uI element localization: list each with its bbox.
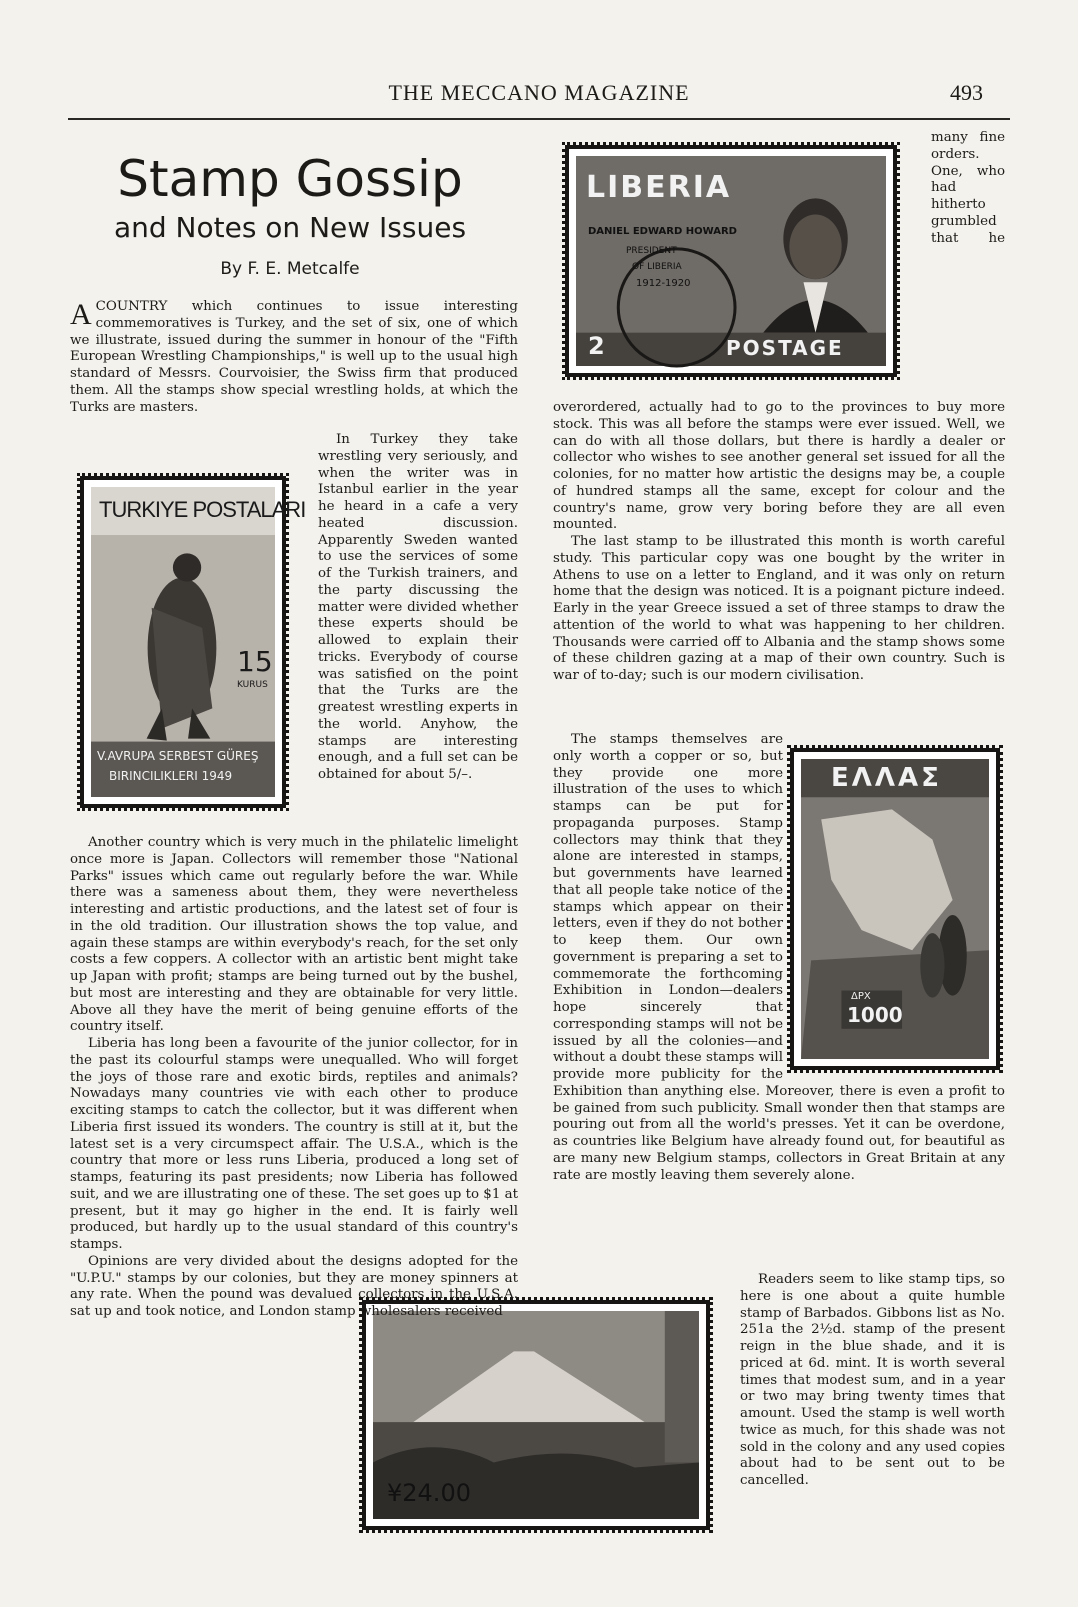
liberia-stamp-country: LIBERIA [586, 170, 732, 205]
column-2-mid [553, 732, 1005, 1272]
paragraph-japan: Another country which is very much in the philatelic limelight once more is Japan. Collectors will remember those "National Parks" issues which came out regularly before the war. While there was a sameness about them, they were nevertheless interesting and artistic productions, and the latest set of four is in the old tradition. Our illustration shows the top value, and again these stamps are within everybody's reach, for the set only costs a few coppers. A collector with an artistic bent might take up Japan with profit; stamps are being turned out by the bushel, but most are interesting and they are obtainable for very little. Above all they have the merit of being genuine efforts of the country itself. [70, 835, 518, 1035]
page-number: 493 [950, 80, 983, 105]
turkey-stamp-top-text: TURKIYE POSTALARI [99, 497, 306, 522]
liberia-stamp-of: OF LIBERIA [632, 262, 682, 272]
article-headline [70, 150, 510, 284]
column-1-bottom [70, 1274, 338, 1524]
turkey-stamp-unit: KURUS [237, 680, 268, 690]
paragraph-propaganda: The stamps themselves are only worth a copper or so, but they provide one more illustration of the uses to which stamps can be put for propaganda purposes. Stamp collectors may think that they alone are interested in stamps, but governments have learned that all people take notice of the stamps which appear on their letters, even if they do not bother to keep them. Our own government is preparing a set to commemorate the forthcoming Exhibition in London—dealers hope sincerely that corresponding stamps will not be issued by all the colonies—and without a doubt these stamps will provide more publicity for the Exhibition than anything else. Moreover, there is even a profit to be gained from such publicity. Small wonder then that stamps are pouring out from all the world's presses. Yet it can be overdone, as countries like Belgium have already found out, for beautiful as are many new Belgium stamps, collectors in Great Britain at any rate are mostly leaving them severely alone. [553, 732, 1005, 1183]
column-2-top [553, 130, 1005, 734]
drop-cap: A [70, 298, 92, 331]
greece-stamp-value: 1000 [847, 1003, 903, 1027]
paragraph-barbados: Readers seem to like stamp tips, so here is one about a quite humble stamp of Barbados. Gibbons list as No. 251a the 2½d. stamp of the present reign in the blue shade, and it is priced at 6d. mint. It is worth several times that modest sum, and in a year or two may bring twenty times that amount. Used the stamp is well worth twice as much, for this shade was not sold in the colony and any used copies about had to be sent out to be cancelled. [740, 1272, 1005, 1488]
paragraph-upu: Opinions are very divided about the designs adopted for the "U.P.U." stamps by our colonies, but they are money spinners at any rate. When the pound was devalued collectors in the U.S.A. sat up and took notice, and London stamp wholesalers received [70, 1253, 518, 1319]
liberia-stamp-years: 1912-1920 [636, 278, 691, 289]
japan-national-park-stamp [362, 1300, 710, 1530]
paragraph-orders: many fine orders. One, who had hitherto grumbled that he overordered, actually had to go to the provinces to buy more stock. This was all before the stamps were ever issued. Well, we can do with all those dollars, but there is hardly a dealer or collector who wishes to see another general set issued for all the colonies, for no matter how artistic the designs may be, a couple of hundred stamps all the same, except for colour and the country's name, grow very boring before they are all even mounted. [553, 130, 1005, 533]
column-1-wrap [70, 432, 518, 837]
paragraph-greece: The last stamp to be illustrated this month is worth careful study. This particular copy was one bought by the writer in Athens to use on a letter to England, and it was only on return home that the design was noticed. It is a poignant picture indeed. Early in the year Greece issued a set of three stamps to draw the attention of the world to what was happening to her children. Thousands were carried off to Albania and the stamp shows some of these children gazing at a map of their own country. Such is war of to-day; such is our modern civilisation. [553, 534, 1005, 683]
liberia-stamp-name: DANIEL EDWARD HOWARD [588, 226, 737, 237]
column-2-bottom [740, 1272, 1005, 1534]
greece-stamp-value-prefix: ΔΡΧ [851, 991, 871, 1002]
magazine-title: THE MECCANO MAGAZINE [388, 80, 690, 105]
turkey-stamp-bottom-line2: BIRINCILIKLERI 1949 [109, 769, 233, 783]
paragraph-turkey-wrestling: In Turkey they take wrestling very seriously, and when the writer was in Istanbul earlier in the year he heard in a cafe a very heated discussion. Apparently Sweden wanted to use the services of some of the Turkish trainers, and the party discussing the matter were divided whether these experts should be allowed to explain their tricks. Everybody of course was satisfied on the point that the Turks are the greatest wrestling experts in the world. Anyhow, the stamps are interesting enough, and a full set can be obtained for about 5/–. [318, 432, 518, 782]
article-title: Stamp Gossip [117, 150, 463, 208]
greece-stamp-country: ΕΛΛΑΣ [831, 763, 942, 793]
column-1-mid [70, 835, 518, 1319]
turkey-stamp-value: 15 [237, 645, 273, 678]
turkey-stamp-bottom-line1: V.AVRUPA SERBEST GÜREŞ [97, 749, 259, 763]
header-rule [68, 118, 1010, 120]
liberia-stamp-bottom-text: POSTAGE [726, 336, 844, 360]
article-byline: By F. E. Metcalfe [220, 259, 360, 279]
column-1-top [70, 299, 518, 449]
paragraph-liberia: Liberia has long been a favourite of the junior collector, for in the past its colourful stamps were unequalled. Who will forget the joys of those rare and exotic birds, reptiles and animals? Nowadays many countries vie with each other to produce exciting stamps to catch the collector, but it was different when Liberia first issued its wonders. The country is still at it, but the latest set is a very circumspect affair. The U.S.A., which is the country that more or less runs Liberia, produced a long set of stamps, featuring its past presidents; now Liberia has followed suit, and we are illustrating one of these. The set goes up to $1 at present, but it may go higher in the end. It is fairly well produced, but hardly up to the usual standard of this country's stamps. [70, 1036, 518, 1252]
japan-stamp-value: ¥24.00 [387, 1479, 471, 1507]
liberia-stamp-value: 2 [588, 332, 605, 360]
liberia-stamp-role: PRESIDENT [626, 246, 677, 256]
paragraph-turkey-intro: ACOUNTRY which continues to issue interesting commemoratives is Turkey, and the set of six, one of which we illustrate, issued during the summer in honour of the "Fifth European Wrestling Championships," is well up to the usual high standard of Messrs. Courvoisier, the Swiss firm that produced them. All the stamps show special wrestling holds, at which the Turks are masters. [70, 298, 518, 415]
article-subtitle: and Notes on New Issues [113, 211, 467, 244]
